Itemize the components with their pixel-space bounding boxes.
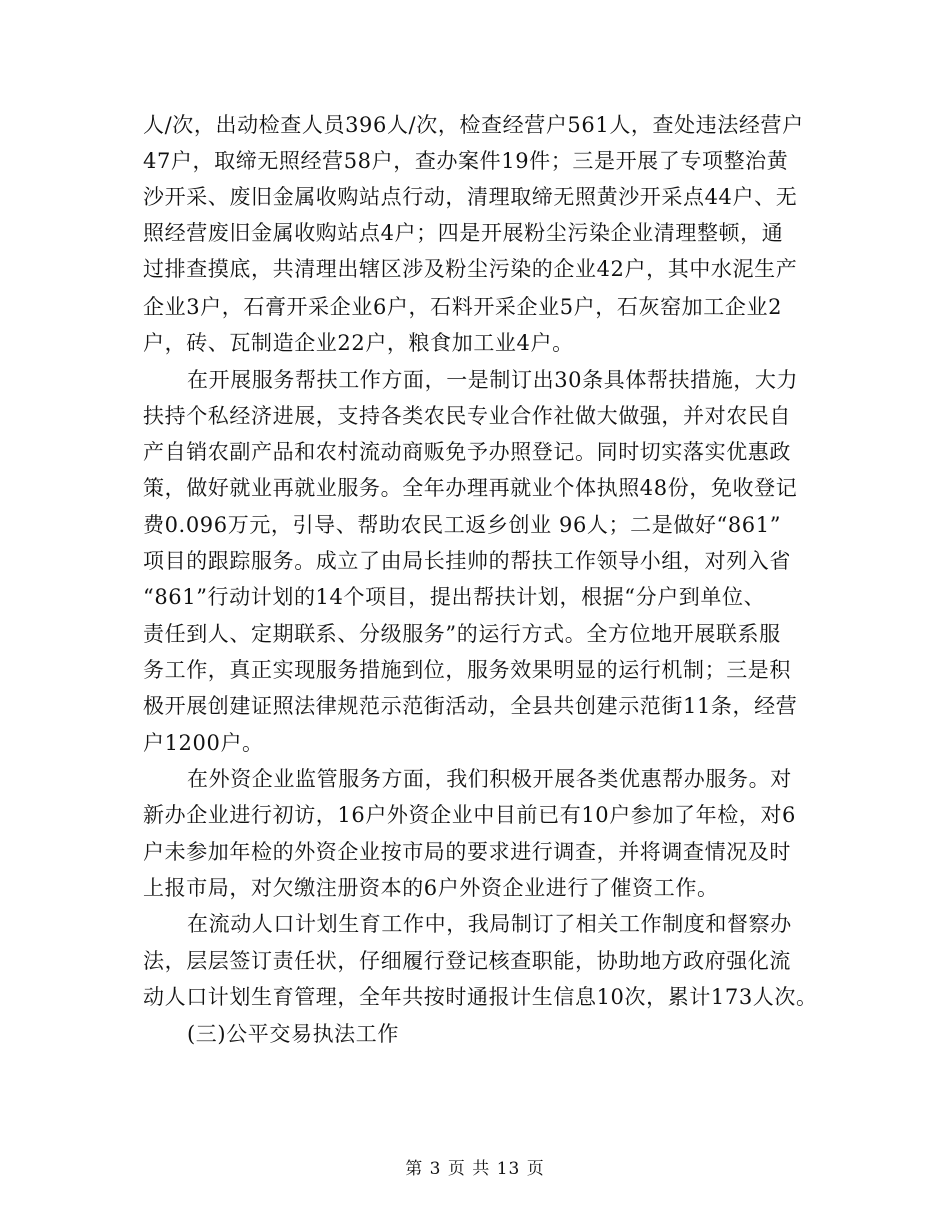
body-text-line: “861”行动计划的14个项目，提出帮扶计划，根据“分户到单位、 [143, 585, 766, 609]
paragraph-start-line: 在开展服务帮扶工作方面，一是制订出30条具体帮扶措施，大力 [187, 368, 799, 392]
body-text-line: 策，做好就业再就业服务。全年办理再就业个体执照48份，免收登记 [143, 476, 798, 500]
page-footer: 第 3 页 共 13 页 [405, 1159, 545, 1179]
body-text-line: 户未参加年检的外资企业按市局的要求进行调查，并将调查情况及时 [143, 840, 791, 864]
body-text-line: 务工作，真正实现服务措施到位，服务效果明显的运行机制；三是积 [143, 658, 791, 682]
body-text-line: 上报市局，对欠缴注册资本的6户外资企业进行了催资工作。 [143, 876, 719, 900]
body-text-line: 项目的跟踪服务。成立了由局长挂帅的帮扶工作领导小组，对列入省 [143, 549, 791, 573]
body-text-line: 极开展创建证照法律规范示范街活动，全县共创建示范街11条，经营 [143, 694, 798, 718]
body-text-line: 扶持个私经济进展，支持各类农民专业合作社做大做强，并对农民自 [143, 404, 791, 428]
body-text-line: 责任到人、定期联系、分级服务”的运行方式。全方位地开展联系服 [143, 622, 781, 646]
body-text-line: 新办企业进行初访，16户外资企业中目前已有10户参加了年检，对6 [143, 803, 797, 827]
section-heading: (三)公平交易执法工作 [187, 1022, 399, 1046]
body-text-line: 法，层层签订责任状，仔细履行登记核查职能，协助地方政府强化流 [143, 949, 791, 973]
paragraph-start-line: 在流动人口计划生育工作中，我局制订了相关工作制度和督察办 [187, 912, 792, 936]
body-text-line: 户，砖、瓦制造企业22户，粮食加工业4户。 [143, 331, 574, 355]
body-text-line: 费0.096万元，引导、帮助农民工返乡创业 96人；二是做好“861” [143, 513, 782, 537]
body-text-line: 产自销农副产品和农村流动商贩免予办照登记。同时切实落实优惠政 [143, 440, 791, 464]
body-text-line: 企业3户，石膏开采企业6户，石料开采企业5户，石灰窑加工企业2 [143, 295, 783, 319]
body-text-line: 47户，取缔无照经营58户，查办案件19件；三是开展了专项整治黄 [143, 149, 789, 173]
paragraph-start-line: 在外资企业监管服务方面，我们积极开展各类优惠帮办服务。对 [187, 767, 792, 791]
body-text-line: 户1200户。 [143, 731, 264, 755]
body-text-line: 动人口计划生育管理，全年共按时通报计生信息10次，累计173人次。 [143, 985, 818, 1009]
body-text-line: 人/次，出动检查人员396人/次，检查经营户561人，查处违法经营户 [143, 113, 804, 137]
body-text-line: 过排查摸底，共清理出辖区涉及粉尘污染的企业42户，其中水泥生产 [143, 257, 798, 281]
body-text-line: 沙开采、废旧金属收购站点行动，清理取缔无照黄沙开采点44户、无 [143, 185, 798, 209]
body-text-line: 照经营废旧金属收购站点4户；四是开展粉尘污染企业清理整顿，通 [143, 221, 784, 245]
